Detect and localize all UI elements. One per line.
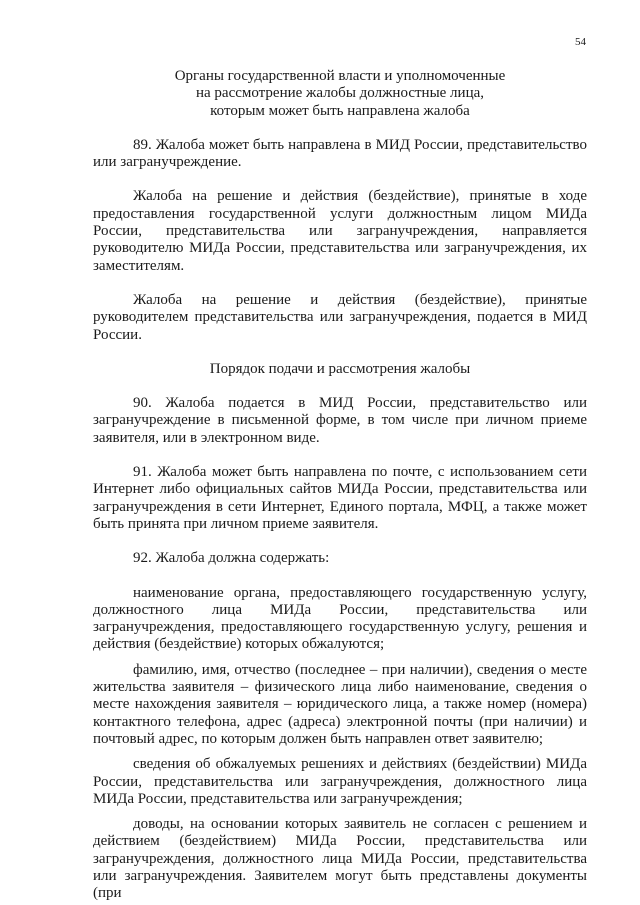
page-number: 54 (575, 36, 586, 48)
paragraph-92: 92. Жалоба должна содержать: (133, 550, 330, 567)
paragraph-complaint-heads: Жалоба на решение и действия (бездействие), принятые руководителем представительства или загранучреждения, подается в МИД России. (93, 291, 587, 343)
paragraph-complaint-officials: Жалоба на решение и действия (бездействие), принятые в ходе предоставления государственной услуги должностным лицом МИДа России, представительства или загранучреждения, направляется руководителю МИДа России, представительства или загранучреждения, их заместителям. (93, 188, 587, 274)
list-item: наименование органа, предоставляющего государственную услугу, должностного лица МИДа России, представительства или загранучреждения, предоставляющего государственную услугу, решения и действия (бездействие) которых обжалуются; (93, 584, 587, 653)
paragraph-89: 89. Жалоба может быть направлена в МИД России, представительство или загранучреждение. (93, 136, 587, 171)
paragraph-90: 90. Жалоба подается в МИД России, представительство или загранучреждение в письменной форме, в том числе при личном приеме заявителя, или в электронном виде. (93, 395, 587, 446)
paragraph-91: 91. Жалоба может быть направлена по почте, с использованием сети Интернет либо официальных сайтов МИДа России, представительства или загранучреждения в сети Интернет, Единого портала, МФЦ, а также может быть принята при личном приеме заявителя. (93, 464, 587, 532)
document-body (93, 68, 587, 903)
heading-line: на рассмотрение жалобы должностные лица, (195, 85, 485, 102)
list-item: сведения об обжалуемых решениях и действиях (бездействии) МИДа России, представительства или загранучреждения, должностного лица МИДа России, представительства или загранучреждения; (93, 756, 587, 807)
section-heading-procedure: Порядок подачи и рассмотрения жалобы (209, 360, 471, 377)
heading-line: Органы государственной власти и уполномоченные (174, 68, 506, 84)
heading-line: которым может быть направлена жалоба (210, 102, 470, 119)
list-item: доводы, на основании которых заявитель не согласен с решением и действием (бездействием) МИДа России, представительства или загранучреждения, должностного лица МИДа России, представительства или загранучреждения. Заявителем могут быть представлены документы (при (93, 816, 587, 902)
section-heading-authorities (93, 68, 587, 120)
list-item: фамилию, имя, отчество (последнее – при наличии), сведения о месте жительства заявителя – физического лица либо наименование, сведения о месте нахождения заявителя – юридического лица, а также номер (номера) контактного телефона, адрес (адреса) электронной почты (при наличии) и почтовый адрес, по которым должен быть направлен ответ заявителю; (93, 661, 587, 747)
